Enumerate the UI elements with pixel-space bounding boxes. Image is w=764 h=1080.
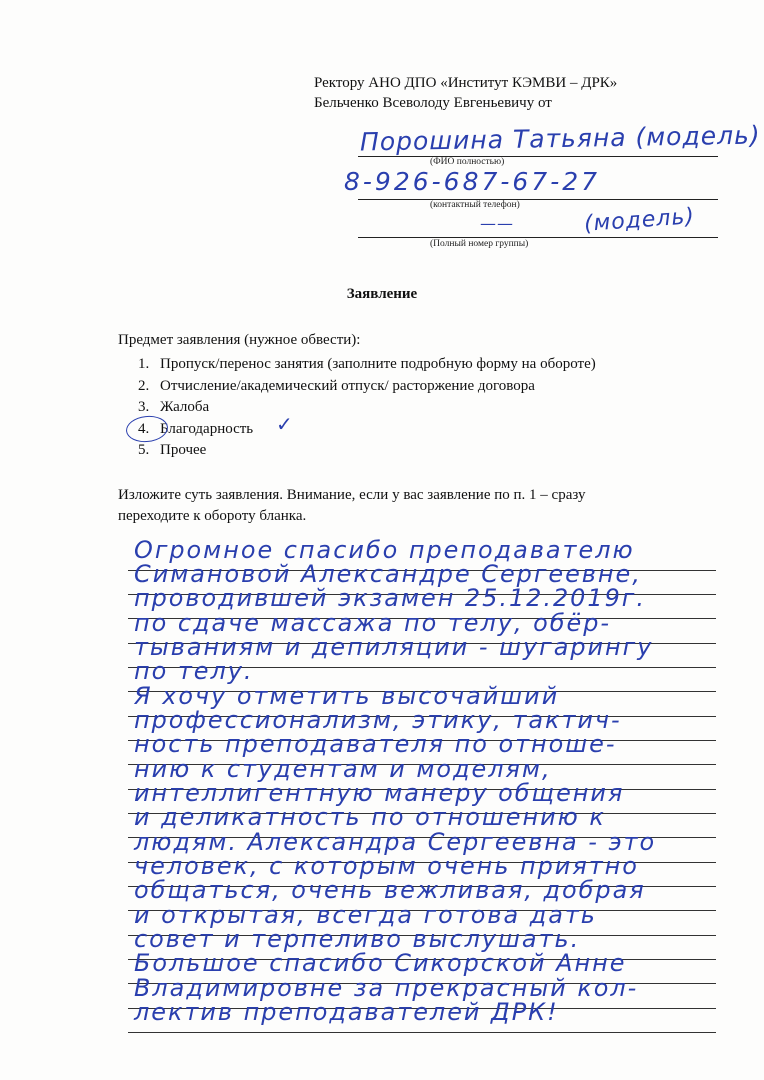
handwritten-line: Симановой Александре Сергеевне, (134, 560, 642, 588)
document-title: Заявление (346, 286, 418, 302)
applicant-group[interactable]: (модель) (583, 204, 696, 237)
handwritten-line: профессионализм, этику, тактич- (134, 706, 622, 734)
applicant-phone[interactable]: 8-926-687-67-27 (344, 167, 601, 196)
handwritten-line: по сдаче массажа по телу, обёр- (134, 609, 612, 637)
subject-list (138, 354, 596, 462)
handwritten-line: и открытая, всегда готова дать (134, 901, 597, 929)
phone-caption: (контактный телефон) (430, 200, 520, 210)
subject-item-label: Благодарность (160, 420, 254, 437)
subject-item-number: 5. (138, 442, 150, 458)
subject-item[interactable] (138, 397, 596, 419)
subject-item-number: 4. (138, 420, 150, 437)
name-caption: (ФИО полностью) (430, 157, 505, 167)
addressee-name-line: Бельченко Всеволоду Евгеньевичу от (314, 95, 552, 111)
name-line (358, 156, 718, 157)
ruled-line (128, 1032, 716, 1033)
subject-item-selected[interactable] (138, 419, 596, 441)
handwritten-line: по телу. (134, 657, 254, 685)
handwritten-line: нию к студентам и моделям, (134, 755, 552, 783)
handwritten-line: общаться, очень вежливая, добрая (134, 876, 646, 904)
instruction-line-2: переходите к обороту бланка. (118, 508, 307, 524)
handwritten-line: лектив преподавателей ДРК! (134, 998, 559, 1026)
subject-item[interactable] (138, 376, 596, 398)
handwritten-line: ность преподавателя по отноше- (134, 730, 617, 758)
handwritten-line: людям. Александра Сергеевна - это (134, 828, 657, 856)
subject-item-label: Пропуск/перенос занятия (заполните подробную форму на обороте) (160, 356, 596, 372)
handwritten-line: и деликатность по отношению к (134, 803, 606, 831)
group-caption: (Полный номер группы) (430, 239, 529, 249)
subject-item-label: Отчисление/академический отпуск/ расторжение договора (160, 377, 535, 394)
subject-item[interactable] (138, 440, 596, 462)
handwritten-line: Большое спасибо Сикорской Анне (134, 949, 627, 977)
handwritten-line: Владимировне за прекрасный кол- (134, 974, 639, 1002)
applicant-name[interactable]: Порошина Татьяна (модель) (359, 120, 761, 157)
checkmark-icon: ✓ (276, 414, 293, 436)
subject-item-number: 2. (138, 377, 150, 394)
handwritten-line: совет и терпеливо выслушать. (134, 925, 581, 953)
subject-prompt: Предмет заявления (нужное обвести): (118, 332, 361, 348)
group-dash: —— (480, 214, 514, 233)
group-line (358, 237, 718, 238)
subject-item-number: 3. (138, 399, 150, 415)
handwritten-line: человек, с которым очень приятно (134, 852, 639, 880)
subject-item-number: 1. (138, 356, 150, 372)
instruction-line-1: Изложите суть заявления. Внимание, если у вас заявление по п. 1 – сразу (118, 487, 586, 503)
handwritten-line: Огромное спасибо преподавателю (134, 536, 635, 564)
handwritten-line: тываниям и депиляции - шугарингу (134, 633, 654, 661)
subject-item[interactable] (138, 354, 596, 376)
handwritten-line: проводившей экзамен 25.12.2019г. (134, 584, 646, 612)
subject-item-label: Прочее (160, 442, 207, 458)
subject-item-label: Жалоба (160, 399, 210, 415)
addressee-line: Ректору АНО ДПО «Институт КЭМВИ – ДРК» (314, 75, 618, 91)
phone-line (358, 199, 718, 200)
handwritten-line: Я хочу отметить высочайший (134, 682, 560, 710)
handwritten-line: интеллигентную манеру общения (134, 779, 625, 807)
